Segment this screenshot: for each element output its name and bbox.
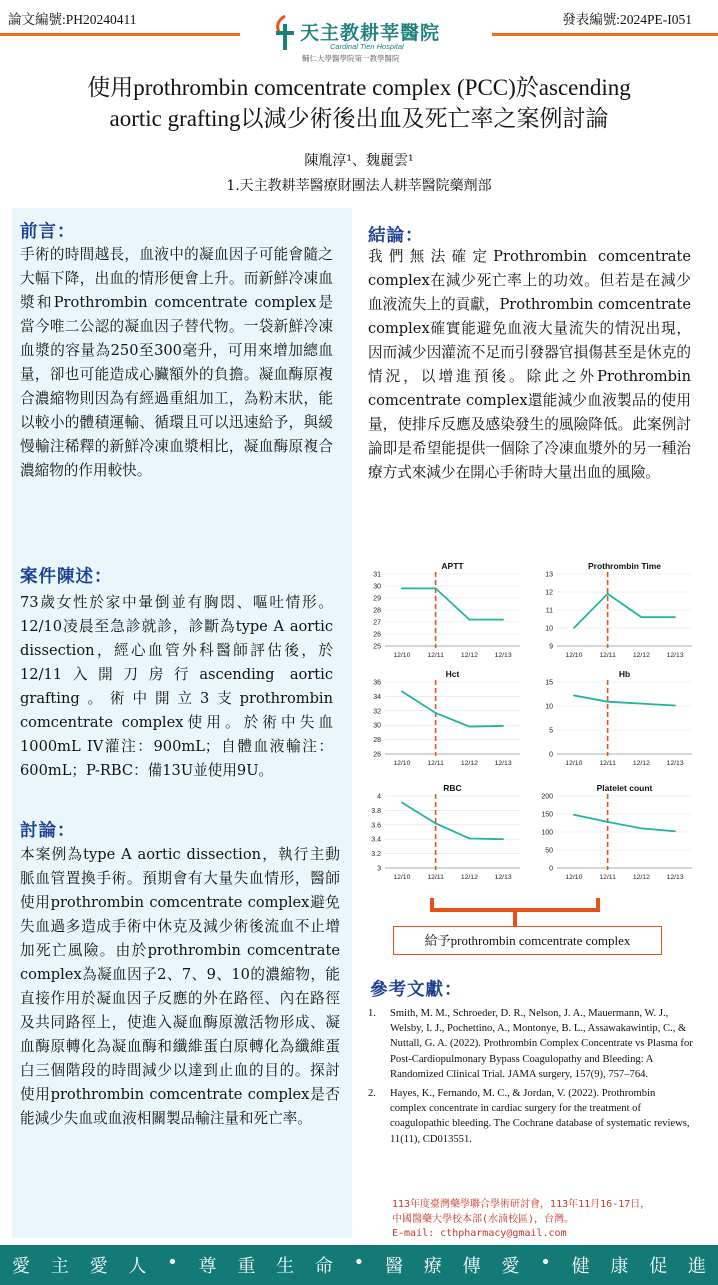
y-tick-label: 150 — [541, 811, 553, 819]
affiliation: 1.天主教耕莘醫療財團法人耕莘醫院藥劑部 — [226, 178, 492, 194]
x-tick-label: 12/12 — [460, 760, 478, 767]
case-text: 73歲女性於家中暈倒並有胸悶、嘔吐情形。12/10凌晨至急診就診，診斷為type A aortic dissection，經心血管外科醫師評估後，於12/11入開刀房行ascending aortic grafting。術中開立3支prothrombin comcentrate complex使用。於術中失血1000mL IV灌注：900mL；自體血液輸注：600mL；P-RBC：備13U並使用9U。 — [20, 594, 333, 779]
x-tick-label: 12/12 — [632, 874, 650, 881]
footer-char: 促 — [649, 1256, 668, 1277]
paper-title — [20, 72, 698, 134]
chart-title: Hct — [445, 669, 460, 679]
data-point — [469, 726, 471, 728]
connector-bracket — [420, 898, 610, 928]
reference-item — [368, 1086, 694, 1147]
pcc-label-box: 給予prothrombin comcentrate complex — [393, 926, 662, 955]
paper-id: 論文編號:PH20240411 — [8, 12, 137, 27]
series-line — [574, 695, 675, 705]
reference-number: 2. — [368, 1088, 376, 1100]
footer-char: 健 — [571, 1256, 590, 1277]
y-tick-label: 0 — [549, 865, 553, 873]
footer-char: 生 — [276, 1256, 295, 1277]
chart-hct — [373, 669, 520, 767]
data-point — [641, 616, 643, 618]
footer-separator: • — [167, 1252, 178, 1273]
header-rule-right — [492, 33, 718, 36]
y-tick-label: 5 — [549, 727, 553, 735]
case-heading: 案件陳述： — [20, 567, 113, 587]
header-rule-left — [0, 33, 240, 36]
y-tick-label: 29 — [373, 595, 381, 603]
chart-platelet-count — [541, 783, 692, 881]
footer-char: 愛 — [12, 1256, 30, 1277]
y-tick-label: 0 — [549, 751, 553, 759]
data-point — [435, 712, 437, 714]
x-tick-label: 12/11 — [427, 874, 444, 881]
y-tick-label: 13 — [545, 571, 553, 579]
lab-charts — [360, 558, 700, 908]
footer-char: 尊 — [198, 1256, 217, 1277]
y-tick-label: 10 — [545, 625, 553, 633]
conference-info — [392, 1198, 650, 1242]
chart-title: RBC — [443, 783, 462, 793]
chart-aptt — [373, 561, 520, 659]
y-tick-label: 25 — [373, 643, 381, 651]
footer-char: 醫 — [385, 1256, 404, 1277]
y-tick-label: 11 — [545, 607, 553, 615]
footer-char: 傳 — [462, 1256, 481, 1277]
data-point — [573, 695, 575, 697]
y-tick-label: 26 — [373, 631, 381, 639]
title-line-1: 使用prothrombin comcentrate complex (PCC)於ascending — [87, 75, 631, 100]
chart-title: APTT — [441, 561, 464, 571]
reference-item — [368, 1006, 694, 1082]
x-tick-label: 12/11 — [427, 652, 444, 659]
discussion-text: 本案例為type A aortic dissection，執行主動脈血管置換手術。預期會有大量失血情形，醫師使用prothrombin comcentrate complex避免失血過多造成手術中休克及減少術後流血不止增加死亡風險。由於prothrombin comcentrate complex為凝血因子2、7、9、10的濃縮物，能直接作用於凝血因子反應的外在路徑、內在路徑及共同路徑上，使進入凝血酶原激活物形成、凝血酶原轉化為凝血酶和纖維蛋白原轉化為纖維蛋白三個階段的時間減少以達到止血的目的。探討使用prothrombin comcentrate complex是否能減少失血或血液相關製品輸注量和死亡率。 — [20, 846, 340, 1127]
data-point — [401, 588, 403, 590]
footer-char: 重 — [237, 1256, 256, 1277]
x-tick-label: 12/10 — [565, 874, 583, 881]
footer-char: 命 — [314, 1256, 333, 1277]
series-line — [574, 594, 675, 628]
y-tick-label: 30 — [373, 583, 381, 591]
data-point — [502, 838, 504, 840]
footer-separator: • — [540, 1252, 551, 1273]
data-point — [435, 588, 437, 590]
y-tick-label: 28 — [373, 607, 381, 615]
y-tick-label: 9 — [549, 643, 553, 651]
x-tick-label: 12/13 — [494, 652, 512, 659]
data-point — [401, 691, 403, 693]
conference-line-2: 中國醫藥大學校本部(水湳校區)，台灣。 — [392, 1213, 575, 1225]
data-point — [469, 838, 471, 840]
title-line-2: aortic grafting以減少術後出血及死亡率之案例討論 — [109, 106, 609, 131]
chart-title: Prothrombin Time — [587, 561, 662, 571]
x-tick-label: 12/12 — [632, 652, 650, 659]
reference-text: Hayes, K., Fernando, M. C., & Jordan, V. (2022). Prothrombin complex concentrate in cardiac surgery for the treatment of coagulopathic bleeding. The Cochrane database of systematic reviews, 11(11), CD013551. — [390, 1088, 690, 1145]
data-point — [502, 725, 504, 727]
footer-char: 人 — [128, 1256, 147, 1277]
data-point — [607, 593, 609, 595]
footer-char: 進 — [687, 1256, 706, 1277]
chart-title: Hb — [618, 669, 631, 679]
chart-rbc — [371, 783, 520, 881]
data-point — [573, 814, 575, 816]
y-tick-label: 34 — [373, 693, 381, 701]
data-point — [641, 703, 643, 705]
reference-number: 1. — [368, 1008, 376, 1019]
y-tick-label: 30 — [373, 722, 381, 730]
references-heading: 參考文獻： — [370, 980, 463, 1000]
data-point — [469, 619, 471, 621]
data-point — [573, 627, 575, 629]
data-point — [401, 802, 403, 804]
y-tick-label: 3.2 — [371, 851, 381, 859]
series-line — [574, 815, 675, 832]
hospital-english-name: Cardinal Tien Hospital — [330, 42, 404, 51]
y-tick-label: 50 — [545, 847, 553, 855]
conference-line-1: 113年度臺灣藥學聯合學術研討會，113年11月16-17日， — [392, 1199, 651, 1210]
discussion-heading: 討論： — [20, 821, 76, 841]
intro-text: 手術的時間越長，血液中的凝血因子可能會隨之大幅下降，出血的情形便會上升。而新鮮冷凍血漿和Prothrombin comcentrate complex是當今唯二公認的凝血因子替代物。一袋新鮮冷凍血漿的容量為250至300毫升，可用來增加總血量，卻也可能造成心臟額外的負擔。凝血酶原複合濃縮物則因為有經過重組加工，為粉末狀，能以較小的體積運輸、循環且可以迅速給予，與緩慢輸注稀釋的新鮮冷凍血漿相比，凝血酶原複合濃縮物的作用較快。 — [20, 246, 333, 479]
hospital-subtitle: 輔仁大學醫學院第一教學醫院 — [302, 54, 400, 63]
hospital-logo-icon — [272, 14, 298, 54]
x-tick-label: 12/12 — [460, 652, 478, 659]
series-line — [402, 802, 503, 839]
authors: 陳胤淳¹、魏麗雲¹ — [304, 153, 414, 169]
x-tick-label: 12/11 — [599, 760, 616, 767]
hospital-name: 天主教耕莘醫院 — [300, 22, 441, 44]
y-tick-label: 31 — [373, 571, 381, 579]
x-tick-label: 12/13 — [666, 874, 684, 881]
x-tick-label: 12/13 — [494, 874, 512, 881]
intro-heading: 前言： — [20, 222, 76, 242]
series-line — [402, 588, 503, 619]
conclusion-text: 我們無法確定Prothrombin comcentrate complex在減少死亡率上的功效。但若是在減少血液流失上的貢獻，Prothrombin comcentrate complex確實能避免血液大量流失的情況出現，因而減少因灌流不足而引發器官損傷甚至是休克的情況，以增進預後。除此之外Prothrombin comcentrate complex還能減少血液製品的使用量，使排斥反應及感染發生的風險降低。此案例討論即是希望能提供一個除了冷凍血漿外的另一種治療方式來減少在開心手術時大量出血的風險。 — [368, 248, 691, 481]
x-tick-label: 12/10 — [393, 874, 411, 881]
data-point — [641, 828, 643, 830]
references-list — [368, 1006, 694, 1151]
x-tick-label: 12/10 — [565, 652, 583, 659]
y-tick-label: 15 — [545, 679, 553, 687]
y-tick-label: 32 — [373, 708, 381, 716]
conference-email: E-mail: cthpharmacy@gmail.com — [392, 1228, 567, 1239]
footer-char: 愛 — [501, 1256, 520, 1277]
y-tick-label: 3.6 — [371, 822, 381, 830]
footer-separator: • — [353, 1252, 365, 1273]
footer-char: 康 — [610, 1256, 629, 1277]
footer-motto — [0, 1252, 718, 1278]
y-tick-label: 12 — [545, 589, 553, 597]
x-tick-label: 12/12 — [632, 760, 650, 767]
chart-title: Platelet count — [596, 783, 653, 793]
y-tick-label: 200 — [541, 793, 553, 801]
footer-char: 療 — [423, 1256, 442, 1277]
y-tick-label: 3.4 — [371, 836, 381, 844]
x-tick-label: 12/13 — [666, 652, 684, 659]
y-tick-label: 26 — [373, 751, 381, 759]
data-point — [674, 830, 676, 832]
y-tick-label: 4 — [377, 793, 381, 801]
data-point — [607, 701, 609, 703]
y-tick-label: 100 — [541, 829, 553, 837]
footer-char: 主 — [50, 1256, 69, 1277]
x-tick-label: 12/12 — [460, 874, 478, 881]
y-tick-label: 36 — [373, 679, 381, 687]
chart-prothrombin-time — [545, 561, 692, 659]
footer-bar — [0, 1245, 718, 1285]
chart-hb — [545, 669, 692, 767]
x-tick-label: 12/10 — [393, 652, 411, 659]
data-point — [502, 619, 504, 621]
publication-id: 發表編號:2024PE-I051 — [562, 12, 692, 27]
reference-text: Smith, M. M., Schroeder, D. R., Nelson, J. A., Mauermann, W. J., Welsby, I. J., Pochettino, A., Montonye, B. L., Assawakawintip, C., & Nuttall, G. A. (2022). Prothrombin Complex Concentrate vs Plasma for Post-Cardiopulmonary Bypass Coagulopathy and Bleeding: A Randomized Clinical Trial. JAMA surgery, 157(9), 757–764. — [390, 1008, 693, 1080]
x-tick-label: 12/10 — [393, 760, 411, 767]
data-point — [607, 821, 609, 823]
x-tick-label: 12/11 — [599, 652, 616, 659]
x-tick-label: 12/13 — [494, 760, 512, 767]
x-tick-label: 12/10 — [565, 760, 583, 767]
conclusion-heading: 結論： — [368, 226, 424, 246]
footer-char: 愛 — [89, 1256, 108, 1277]
x-tick-label: 12/13 — [666, 760, 684, 767]
y-tick-label: 3 — [377, 865, 381, 873]
y-tick-label: 28 — [373, 737, 381, 745]
data-point — [674, 705, 676, 707]
y-tick-label: 27 — [373, 619, 381, 627]
data-point — [435, 823, 437, 825]
data-point — [674, 616, 676, 618]
x-tick-label: 12/11 — [427, 760, 444, 767]
x-tick-label: 12/11 — [599, 874, 616, 881]
y-tick-label: 3.8 — [371, 807, 381, 815]
y-tick-label: 10 — [545, 703, 553, 711]
